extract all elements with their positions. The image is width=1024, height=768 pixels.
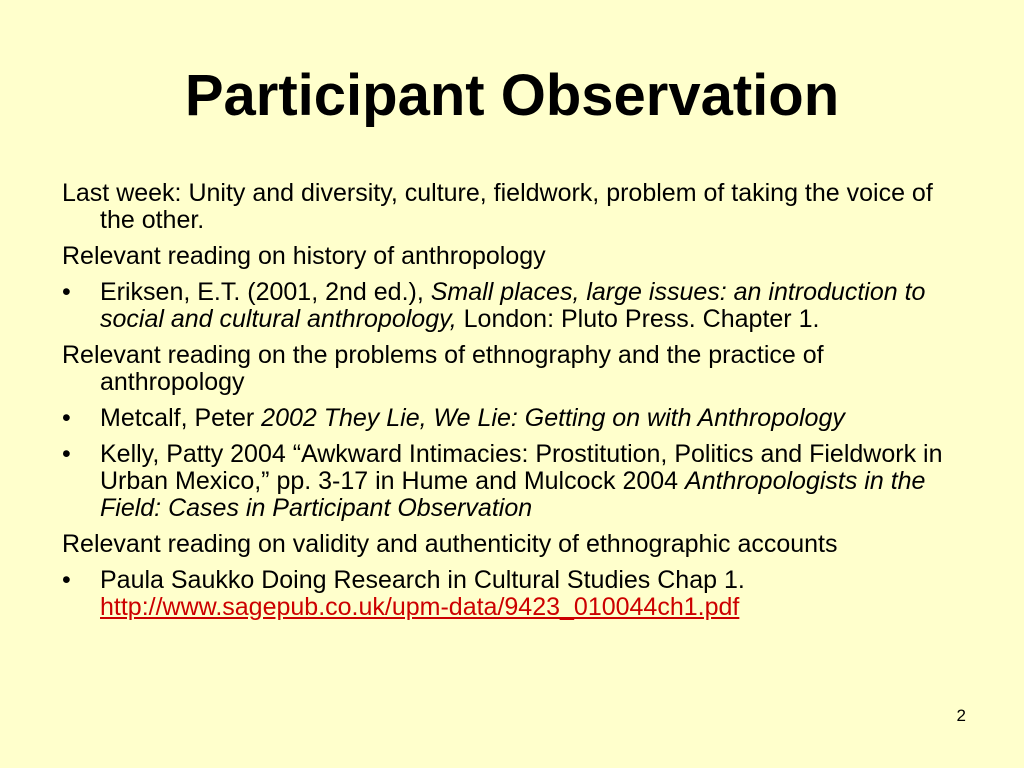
metcalf-title: 2002 They Lie, We Lie: Getting on with Anthropology	[261, 404, 845, 432]
paragraph-ethnography-reading: Relevant reading on the problems of ethnography and the practice of anthropology	[62, 341, 824, 396]
bullet-saukko	[62, 567, 962, 621]
kelly-book-title: Anthropologists in the Field: Cases in Participant Observation	[100, 467, 926, 522]
bullet-marker: •	[62, 278, 71, 306]
eriksen-publisher: London: Pluto Press. Chapter 1.	[456, 305, 820, 333]
bullet-marker: •	[62, 566, 71, 594]
paragraph-last-week: Last week: Unity and diversity, culture, fieldwork, problem of taking the voice of the other.	[62, 179, 933, 234]
kelly-citation: Kelly, Patty 2004 “Awkward Intimacies: Prostitution, Politics and Fieldwork in Urban Mexico,” pp. 3-17 in Hume and Mulcock 2004	[100, 440, 943, 495]
bullet-marker: •	[62, 440, 71, 468]
slide-title: Participant Observation	[184, 63, 840, 128]
metcalf-author: Metcalf, Peter	[100, 404, 262, 432]
bullet-kelly	[62, 441, 962, 522]
paragraph-history-reading: Relevant reading on history of anthropology	[62, 242, 546, 270]
eriksen-citation: Eriksen, E.T. (2001, 2nd ed.),	[100, 278, 431, 306]
page-number: 2	[956, 706, 966, 725]
bullet-eriksen	[62, 279, 962, 333]
bullet-metcalf	[62, 405, 962, 432]
saukko-pdf-link[interactable]: http://www.sagepub.co.uk/upm-data/9423_010044ch1.pdf	[100, 593, 740, 621]
slide-body	[62, 180, 962, 630]
paragraph-validity-reading: Relevant reading on validity and authenticity of ethnographic accounts	[62, 530, 838, 558]
eriksen-title: Small places, large issues: an introduction to social and cultural anthropology,	[100, 278, 926, 333]
bullet-marker: •	[62, 404, 71, 432]
saukko-citation: Paula Saukko Doing Research in Cultural Studies Chap 1.	[100, 566, 745, 594]
